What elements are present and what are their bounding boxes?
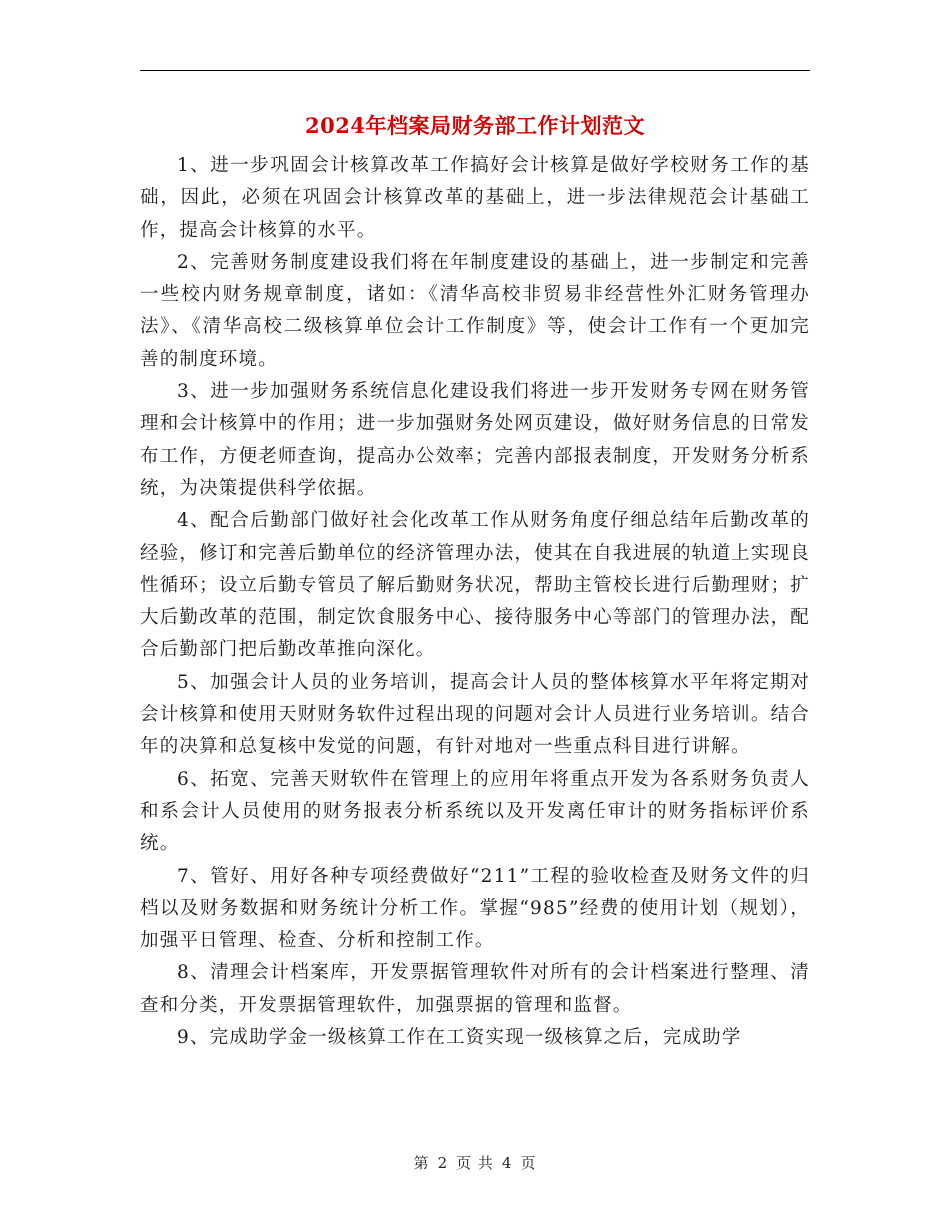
document-title: 2024年档案局财务部工作计划范文 [305, 113, 645, 138]
header-rule [140, 70, 810, 71]
paragraph-3: 3、进一步加强财务系统信息化建设我们将进一步开发财务专网在财务管理和会计核算中的作用；进一步加强财务处网页建设，做好财务信息的日常发布工作，方便老师查询，提高办公效率；完善内部报表制度，开发财务分析系统，为决策提供科学依据。 [140, 381, 810, 499]
paragraph-8: 8、清理会计档案库，开发票据管理软件对所有的会计档案进行整理、清查和分类，开发票据管理软件，加强票据的管理和监督。 [140, 962, 810, 1016]
paragraph-2: 2、完善财务制度建设我们将在年制度建设的基础上，进一步制定和完善一些校内财务规章制度，诸如：《清华高校非贸易非经营性外汇财务管理办法》、《清华高校二级核算单位会计工作制度》等，使会计工作有一个更加完善的制度环境。 [140, 251, 810, 370]
paragraph-6: 6、拓宽、完善天财软件在管理上的应用年将重点开发为各系财务负责人和系会计人员使用的财务报表分析系统以及开发离任审计的财务指标评价系统。 [140, 768, 810, 855]
paragraph-5: 5、加强会计人员的业务培训，提高会计人员的整体核算水平年将定期对会计核算和使用天财财务软件过程出现的问题对会计人员进行业务培训。结合年的决算和总复核中发觉的问题，有针对地对一些重点科目进行讲解。 [140, 671, 810, 758]
paragraph-1: 1、进一步巩固会计核算改革工作搞好会计核算是做好学校财务工作的基础，因此，必须在巩固会计核算改革的基础上，进一步法律规范会计基础工作，提高会计核算的水平。 [140, 155, 810, 241]
footer-total-pages: 4 [501, 1154, 513, 1172]
paragraph-9: 9、完成助学金一级核算工作在工资实现一级核算之后，完成助学 [177, 1027, 742, 1049]
paragraph-4: 4、配合后勤部门做好社会化改革工作从财务角度仔细总结年后勤改革的经验，修订和完善后勤单位的经济管理办法，使其在自我进展的轨道上实现良性循环；设立后勤专管员了解后勤财务状况，帮助主管校长进行后勤理财；扩大后勤改革的范围，制定饮食服务中心、接待服务中心等部门的管理办法，配合后勤部门把后勤改革推向深化。 [140, 510, 810, 661]
footer-suffix: 页 [520, 1154, 537, 1172]
paragraph-7: 7、管好、用好各种专项经费做好“211”工程的验收检查及财务文件的归档以及财务数据和财务统计分析工作。掌握“985”经费的使用计划（规划），加强平日管理、检查、分析和控制工作。 [140, 865, 810, 952]
footer-prefix: 第 [413, 1154, 430, 1172]
footer-current-page: 2 [437, 1154, 449, 1172]
document-body [140, 150, 810, 1054]
page-footer [0, 1152, 950, 1174]
footer-middle: 页 共 [456, 1154, 494, 1172]
